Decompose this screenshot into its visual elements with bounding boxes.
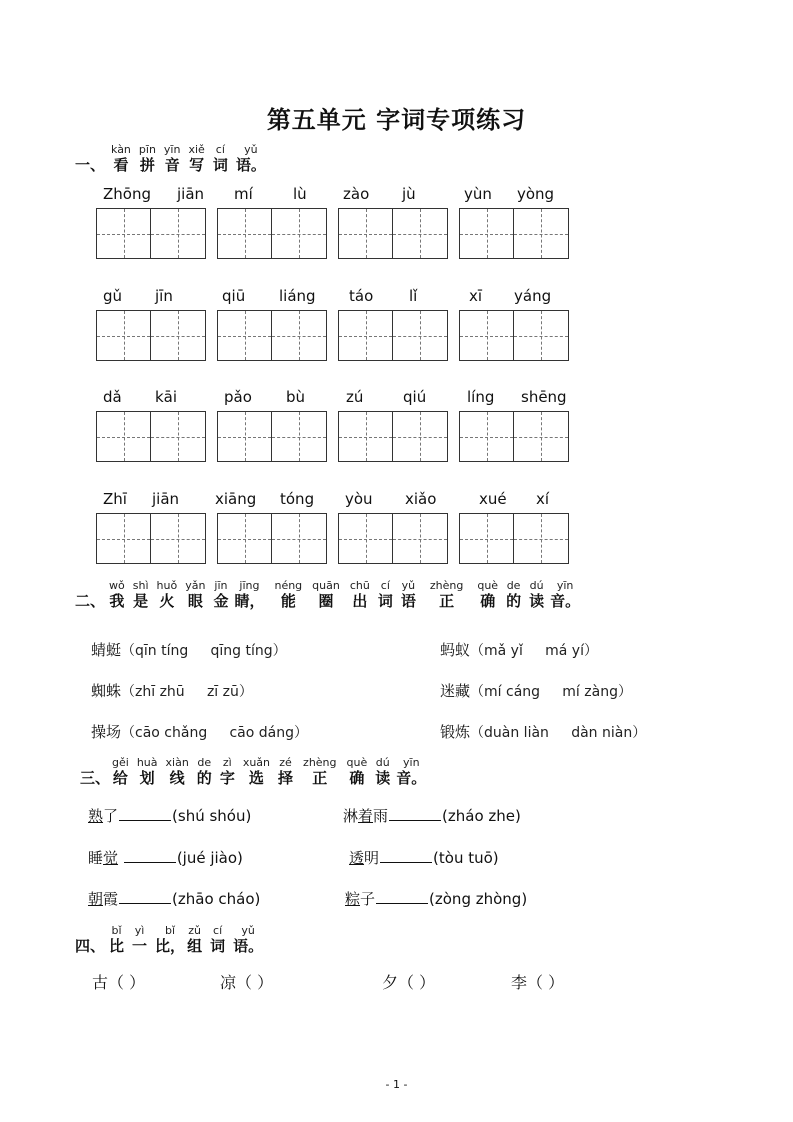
writing-box[interactable] <box>217 513 327 564</box>
option-b[interactable]: mí zàng <box>562 684 618 700</box>
pronunciation-choice: 蜻蜓（qīn tíng qīng tíng） <box>91 641 287 659</box>
pronunciation-choice: 蚂蚁（mǎ yǐ má yí） <box>440 641 598 659</box>
writing-box[interactable] <box>96 310 206 361</box>
answer-blank[interactable] <box>380 848 432 863</box>
option-b[interactable]: má yí <box>545 643 584 659</box>
writing-box[interactable] <box>459 310 569 361</box>
underline-choice: 睡觉 (jué jiào) <box>88 849 243 867</box>
option-a[interactable]: zhī zhū <box>135 684 185 700</box>
option-a[interactable]: duàn liàn <box>484 725 549 741</box>
pronunciation-choice: 蜘蛛（zhī zhū zī zū） <box>91 682 253 700</box>
option-b[interactable]: zī zū <box>206 684 239 700</box>
option-a[interactable]: mǎ yǐ <box>484 643 523 659</box>
section-1-heading: 一、 kàn 看 pīn 拼 yīn 音 xiě 写 cí 词 yǔ 语。 <box>75 143 266 174</box>
option-a[interactable]: mí cáng <box>484 684 541 700</box>
answer-blank[interactable] <box>389 806 441 821</box>
answer-blank[interactable] <box>124 848 176 863</box>
underline-choice: 朝霞 (zhāo cháo) <box>88 890 261 908</box>
underline-choice: 淋着雨 (zháo zhe) <box>343 807 521 825</box>
section-3-number: 三、 <box>80 769 111 787</box>
pinyin-row-4: Zhī jiān xiāng tóng yòu xiǎo xué xí <box>103 490 550 508</box>
underline-choice: 粽子 (zòng zhòng) <box>345 890 528 908</box>
compare-item[interactable]: 夕（ ） <box>382 973 436 992</box>
option-a[interactable]: qīn tíng <box>135 643 189 659</box>
writing-box[interactable] <box>217 411 327 462</box>
underline-choice: 透明 (tòu tuō) <box>349 849 499 867</box>
option-b[interactable]: cāo dáng <box>229 725 295 741</box>
pinyin-row-2: gǔ jīn qiū liáng táo lǐ xī yáng <box>103 287 552 305</box>
writing-box[interactable] <box>459 513 569 564</box>
option-b[interactable]: qīng tíng <box>210 643 273 659</box>
section-4-number: 四、 <box>75 937 106 955</box>
writing-box[interactable] <box>338 310 448 361</box>
compare-item[interactable]: 古（ ） <box>92 973 146 992</box>
writing-box[interactable] <box>459 411 569 462</box>
pinyin-row-1: Zhōng jiān mí lù zào jù yùn yòng <box>103 185 555 203</box>
answer-blank[interactable] <box>119 889 171 904</box>
compare-item[interactable]: 李（ ） <box>511 973 565 992</box>
section-3-heading: 三、 gěi 给 huà 划 xiàn 线 de 的 zì 字 xuǎn 选 zé 择 zhèng 正 què 确 dú 读 yīn 音。 <box>80 756 427 787</box>
writing-box[interactable] <box>217 208 327 259</box>
writing-box[interactable] <box>217 310 327 361</box>
writing-box[interactable] <box>96 208 206 259</box>
writing-box[interactable] <box>338 411 448 462</box>
section-1-number: 一、 <box>75 156 106 174</box>
writing-box[interactable] <box>338 208 448 259</box>
section-2-heading: 二、 wǒ 我 shì 是 huǒ 火 yǎn 眼 jīn 金 jīng 睛， néng 能 quān 圈 chū 出 cí 词 yǔ 语 zhèng 正 què 确 de 的 dú 读 yīn 音。 <box>75 579 581 610</box>
compare-item[interactable]: 凉（ ） <box>220 973 274 992</box>
section-4-heading: 四、 bǐ 比 yì 一 bǐ 比， zǔ 组 cí 词 yǔ 语。 <box>75 924 264 955</box>
option-a[interactable]: cāo chǎng <box>135 725 208 741</box>
pronunciation-choice: 锻炼（duàn liàn dàn niàn） <box>440 723 647 741</box>
pronunciation-choice: 迷藏（mí cáng mí zàng） <box>440 682 632 700</box>
answer-blank[interactable] <box>119 806 171 821</box>
writing-box[interactable] <box>338 513 448 564</box>
pinyin-row-3: dǎ kāi pǎo bù zú qiú líng shēng <box>103 388 567 406</box>
page-title: 第五单元 字词专项练习 <box>266 105 527 134</box>
pronunciation-choice: 操场（cāo chǎng cāo dáng） <box>91 723 309 741</box>
writing-box[interactable] <box>459 208 569 259</box>
section-2-number: 二、 <box>75 592 106 610</box>
option-b[interactable]: dàn niàn <box>571 725 633 741</box>
writing-box[interactable] <box>96 411 206 462</box>
underline-choice: 熟了 (shú shóu) <box>88 807 252 825</box>
answer-blank[interactable] <box>376 889 428 904</box>
page-number: - 1 - <box>385 1078 408 1091</box>
writing-box[interactable] <box>96 513 206 564</box>
